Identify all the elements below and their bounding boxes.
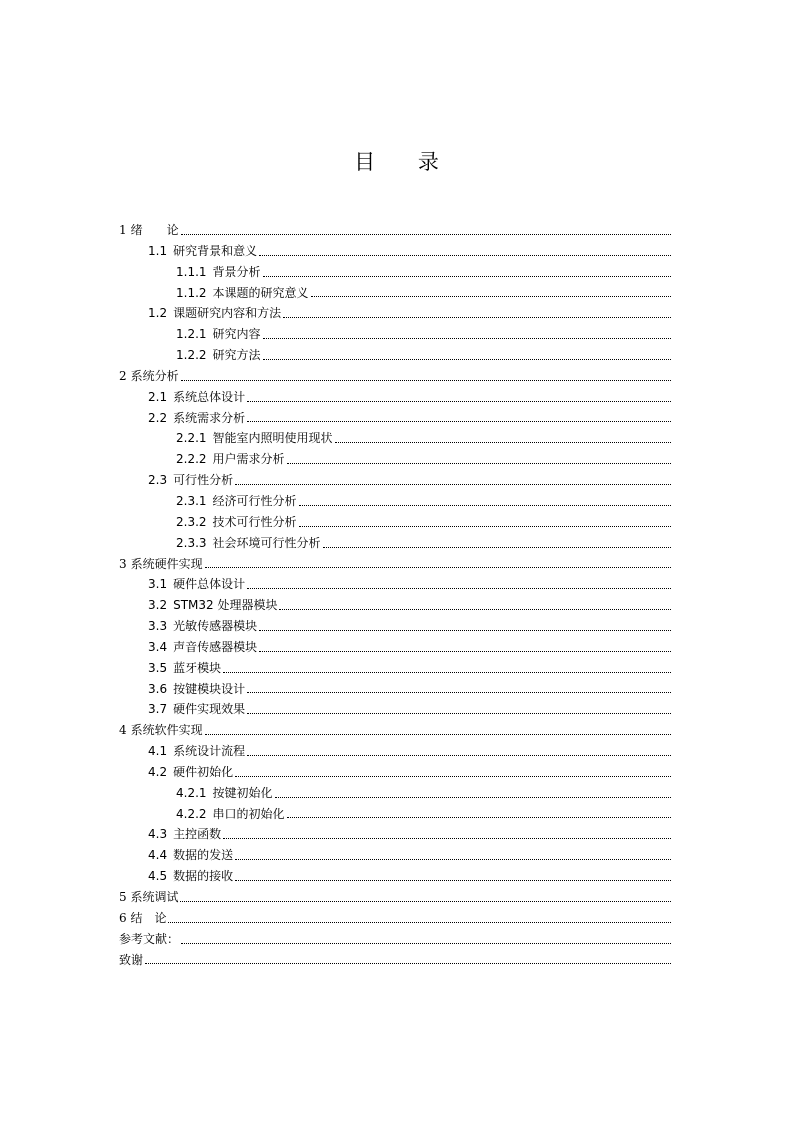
toc-entry[interactable] [119, 930, 672, 951]
toc-entry-number: 4 [119, 723, 127, 738]
toc-entry[interactable] [119, 721, 672, 742]
toc-entry-number: 4.1 [148, 744, 168, 759]
toc-entry-number: 3.1 [148, 577, 168, 592]
toc-entry[interactable] [119, 471, 672, 492]
toc-entry[interactable] [119, 700, 672, 721]
toc-entry-number: 1.2 [148, 306, 168, 321]
toc-entry-number: 4.3 [148, 827, 168, 842]
toc-entry-title: 系统总体设计 [173, 389, 246, 404]
toc-entry-title: 硬件总体设计 [173, 577, 246, 592]
toc-leader-dots [181, 234, 671, 235]
toc-leader-dots [263, 359, 671, 360]
toc-leader-dots [263, 276, 671, 277]
toc-leader-dots [247, 401, 671, 402]
toc-leader-dots [275, 797, 671, 798]
toc-entry[interactable] [119, 763, 672, 784]
toc-entry[interactable] [119, 409, 672, 430]
toc-leader-dots [168, 922, 671, 923]
toc-entry[interactable] [119, 846, 672, 867]
toc-entry-number: 1.1 [148, 243, 168, 258]
toc-entry[interactable] [119, 492, 672, 513]
toc-leader-dots [283, 317, 671, 318]
toc-entry-title: 研究方法 [212, 348, 261, 363]
toc-entry-number: 2.3.3 [176, 535, 207, 550]
page-title: 目 录 [354, 150, 457, 174]
toc-leader-dots [335, 442, 671, 443]
toc-entry[interactable] [119, 388, 672, 409]
toc-entry[interactable] [119, 242, 672, 263]
toc-entry[interactable] [119, 534, 672, 555]
toc-entry-title: 系统软件实现 [130, 723, 203, 738]
toc-entry[interactable] [119, 284, 672, 305]
toc-leader-dots [145, 963, 671, 964]
toc-entry-title: 社会环境可行性分析 [212, 535, 321, 550]
toc-entry-number: 1.1.2 [176, 285, 207, 300]
toc-entry[interactable] [119, 742, 672, 763]
toc-entry-title: 声音传感器模块 [173, 639, 258, 654]
toc-entry[interactable] [119, 325, 672, 346]
toc-entry-title: 参考文献： [119, 931, 180, 946]
toc-leader-dots [247, 692, 671, 693]
toc-leader-dots [223, 838, 671, 839]
toc-leader-dots [223, 672, 671, 673]
toc-entry[interactable] [119, 867, 672, 888]
toc-leader-dots [181, 380, 671, 381]
toc-entry-number: 2.2.2 [176, 452, 207, 467]
toc-entry-title: 系统硬件实现 [130, 556, 203, 571]
toc-entry-number: 3.6 [148, 681, 168, 696]
toc-entry[interactable] [119, 825, 672, 846]
toc-entry-title: 经济可行性分析 [212, 493, 297, 508]
toc-entry-number: 4.2.1 [176, 785, 207, 800]
toc-leader-dots [247, 421, 671, 422]
toc-entry[interactable] [119, 429, 672, 450]
toc-entry-number: 1.2.2 [176, 348, 207, 363]
toc-leader-dots [205, 734, 671, 735]
toc-entry-number: 3 [119, 556, 127, 571]
toc-leader-dots [259, 255, 671, 256]
toc-entry-title: 可行性分析 [173, 473, 234, 488]
toc-entry-number: 2.2 [148, 410, 168, 425]
toc-entry-number: 4.5 [148, 869, 168, 884]
toc-entry-number: 3.5 [148, 660, 168, 675]
toc-entry-title: 数据的发送 [173, 848, 234, 863]
toc-entry-title: 用户需求分析 [212, 452, 285, 467]
toc-leader-dots [287, 817, 671, 818]
toc-entry[interactable] [119, 346, 672, 367]
toc-entry[interactable] [119, 367, 672, 388]
toc-entry[interactable] [119, 617, 672, 638]
toc-entry-title: 系统需求分析 [173, 410, 246, 425]
toc-leader-dots [263, 338, 671, 339]
toc-entry-number: 2.1 [148, 389, 168, 404]
toc-entry-title: 研究背景和意义 [173, 243, 258, 258]
toc-entry-number: 3.3 [148, 619, 168, 634]
toc-entry-title: STM32 处理器模块 [173, 598, 278, 613]
toc-leader-dots [299, 526, 671, 527]
toc-entry[interactable] [119, 221, 672, 242]
toc-leader-dots [323, 547, 671, 548]
toc-entry-number: 2.2.1 [176, 431, 207, 446]
toc-leader-dots [311, 296, 671, 297]
toc-entry[interactable] [119, 909, 672, 930]
toc-entry-title: 技术可行性分析 [212, 514, 297, 529]
toc-entry-title: 本课题的研究意义 [212, 285, 309, 300]
toc-leader-dots [180, 901, 671, 902]
toc-entry-number: 1.1.1 [176, 264, 207, 279]
toc-entry[interactable] [119, 575, 672, 596]
toc-entry-title: 背景分析 [212, 264, 261, 279]
toc-leader-dots [205, 567, 671, 568]
toc-entry[interactable] [119, 680, 672, 701]
table-of-contents [119, 221, 672, 971]
toc-entry-title: 致谢 [119, 952, 144, 967]
toc-entry-title: 蓝牙模块 [173, 660, 222, 675]
toc-entry-title: 串口的初始化 [212, 806, 285, 821]
toc-leader-dots [279, 609, 671, 610]
toc-leader-dots [247, 588, 671, 589]
toc-leader-dots [181, 943, 671, 944]
toc-entry-number: 2.3 [148, 473, 168, 488]
toc-entry[interactable] [119, 659, 672, 680]
toc-entry-title: 智能室内照明使用现状 [212, 431, 333, 446]
toc-leader-dots [247, 755, 671, 756]
toc-entry-title: 主控函数 [173, 827, 222, 842]
toc-leader-dots [235, 484, 671, 485]
toc-entry-title: 按键初始化 [212, 785, 273, 800]
toc-leader-dots [259, 651, 671, 652]
toc-entry-number: 3.4 [148, 639, 168, 654]
toc-entry-number: 2.3.2 [176, 514, 207, 529]
toc-entry-title: 硬件实现效果 [173, 702, 246, 717]
toc-entry[interactable] [119, 951, 672, 972]
toc-leader-dots [235, 880, 671, 881]
toc-entry-title: 5 系统调试 [119, 890, 179, 904]
toc-entry-number: 4.4 [148, 848, 168, 863]
toc-entry[interactable] [119, 805, 672, 826]
toc-entry[interactable] [119, 263, 672, 284]
toc-leader-dots [235, 859, 671, 860]
toc-entry[interactable] [119, 784, 672, 805]
toc-entry[interactable] [119, 304, 672, 325]
toc-entry-title: 硬件初始化 [173, 764, 234, 779]
toc-entry-number: 2.3.1 [176, 493, 207, 508]
toc-entry-number: 1.2.1 [176, 327, 207, 342]
toc-entry-number: 3.7 [148, 702, 168, 717]
toc-entry-title: 数据的接收 [173, 869, 234, 884]
toc-entry-number: 4.2 [148, 764, 168, 779]
toc-leader-dots [299, 505, 671, 506]
toc-entry-number: 3.2 [148, 598, 168, 613]
toc-entry[interactable] [119, 555, 672, 576]
toc-entry-number: 4.2.2 [176, 806, 207, 821]
toc-entry-title: 研究内容 [212, 327, 261, 342]
toc-leader-dots [235, 776, 671, 777]
toc-entry-title: 课题研究内容和方法 [173, 306, 282, 321]
toc-entry-title: 按键模块设计 [173, 681, 246, 696]
toc-entry[interactable] [119, 888, 672, 909]
toc-entry-title: 系统设计流程 [173, 744, 246, 759]
toc-entry-title: 绪 论 [130, 223, 179, 237]
toc-entry[interactable] [119, 513, 672, 534]
toc-leader-dots [259, 630, 671, 631]
toc-entry-number: 1 [119, 223, 127, 237]
toc-entry-title: 光敏传感器模块 [173, 619, 258, 634]
toc-entry-title: 6 结 论 [119, 910, 167, 925]
toc-entry[interactable] [119, 638, 672, 659]
toc-entry-title: 系统分析 [130, 368, 179, 383]
toc-entry[interactable] [119, 596, 672, 617]
toc-leader-dots [247, 713, 671, 714]
toc-entry-number: 2 [119, 368, 127, 383]
toc-entry[interactable] [119, 450, 672, 471]
toc-leader-dots [287, 463, 671, 464]
